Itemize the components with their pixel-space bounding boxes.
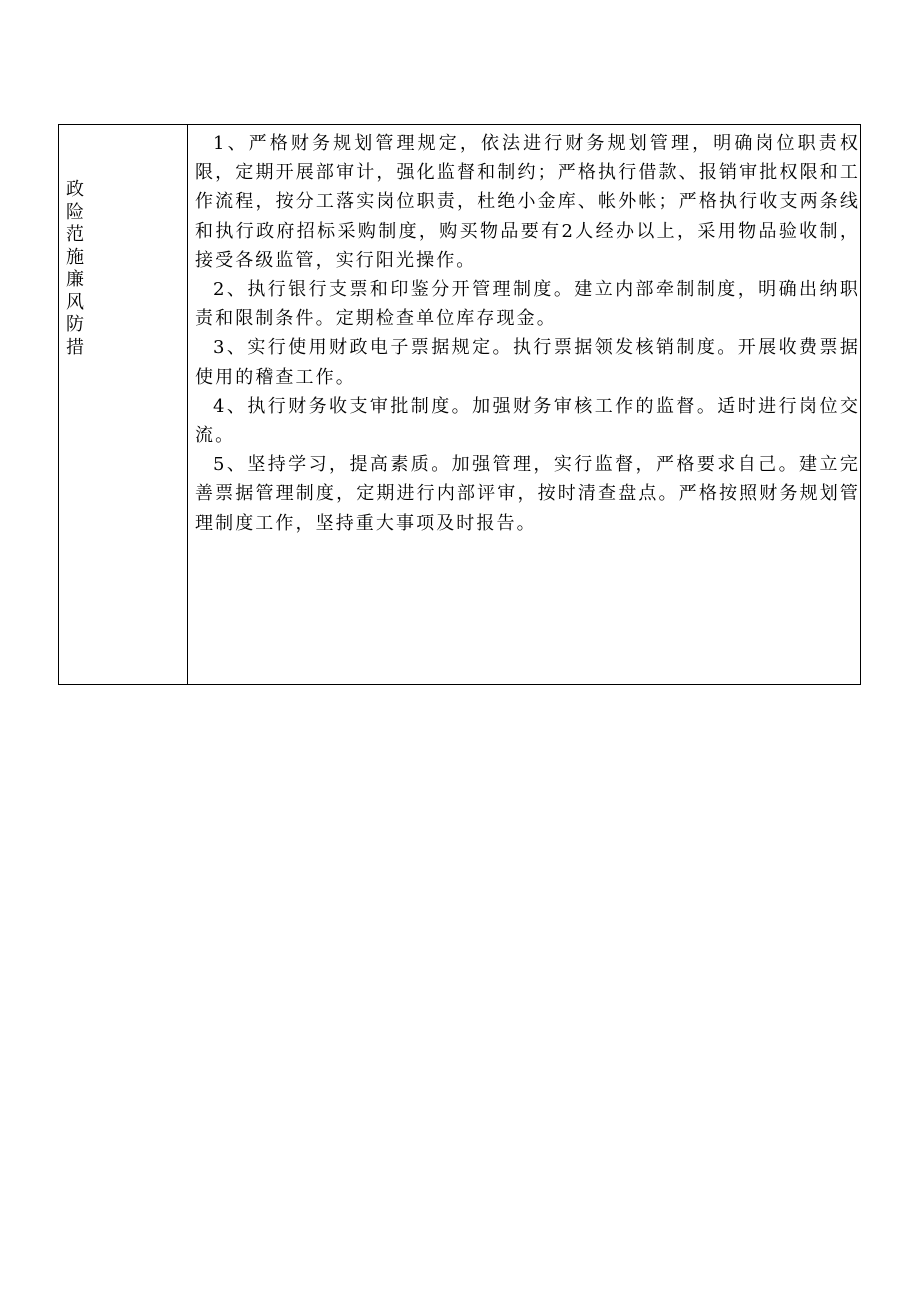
measures-table (58, 124, 861, 685)
category-label-cell (59, 125, 188, 684)
measure-item-3: 3、实行使用财政电子票据规定。执行票据领发核销制度。开展收费票据使用的稽查工作。 (195, 337, 860, 388)
measure-item-4: 4、执行财务收支审批制度。加强财务审核工作的监督。适时进行岗位交流。 (195, 395, 860, 447)
measure-item-1: 1、严格财务规划管理规定，依法进行财务规划管理，明确岗位职责权限，定期开展部审计，强化监督和制约；严格执行借款、报销审批权限和工作流程，按分工落实岗位职责，杜绝小金库、帐外帐；严格执行收支两条线和执行政府招标采购制度，购买物品要有2人经办以上，采用物品验收制，接受各级监管，实行阳光操作。 (195, 133, 860, 271)
measure-item-2: 2、执行银行支票和印鉴分开管理制度。建立内部牵制制度，明确出纳职责和限制条件。定期检查单位库存现金。 (195, 279, 860, 330)
measures-content-cell (188, 125, 860, 684)
category-label: 政险范施廉风防措 (66, 179, 84, 358)
measure-item-5: 5、坚持学习，提高素质。加强管理，实行监督，严格要求自己。建立完善票据管理制度，定期进行内部评审，按时清查盘点。严格按照财务规划管理制度工作，坚持重大事项及时报告。 (195, 454, 860, 534)
